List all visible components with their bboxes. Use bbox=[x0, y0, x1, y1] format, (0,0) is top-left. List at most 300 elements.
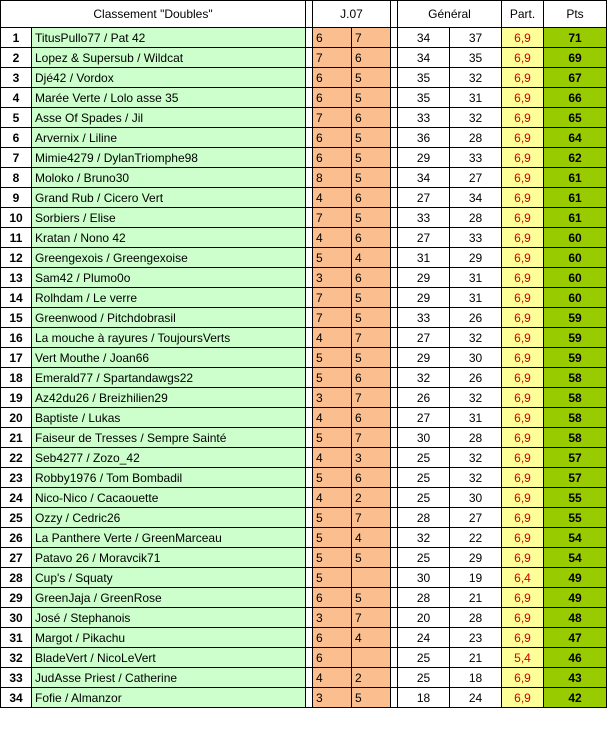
team-name-cell: Marée Verte / Lolo asse 35 bbox=[32, 88, 306, 108]
column-separator bbox=[306, 448, 313, 468]
team-name-cell: Seb4277 / Zozo_42 bbox=[32, 448, 306, 468]
column-separator bbox=[306, 588, 313, 608]
column-separator bbox=[306, 648, 313, 668]
general-score-1-cell: 36 bbox=[398, 128, 450, 148]
j07-score-1-cell: 4 bbox=[313, 328, 352, 348]
rank-cell: 24 bbox=[1, 488, 32, 508]
j07-score-2-cell: 5 bbox=[352, 168, 391, 188]
rank-cell: 33 bbox=[1, 668, 32, 688]
general-score-1-cell: 25 bbox=[398, 668, 450, 688]
j07-score-1-cell: 4 bbox=[313, 488, 352, 508]
j07-score-2-cell: 6 bbox=[352, 368, 391, 388]
column-separator bbox=[391, 128, 398, 148]
general-score-2-cell: 26 bbox=[450, 308, 502, 328]
participation-cell: 6,9 bbox=[502, 268, 544, 288]
general-score-2-cell: 33 bbox=[450, 148, 502, 168]
table-row bbox=[1, 208, 607, 228]
column-separator bbox=[306, 688, 313, 708]
team-name-cell: Lopez & Supersub / Wildcat bbox=[32, 48, 306, 68]
column-separator bbox=[306, 368, 313, 388]
column-separator bbox=[391, 88, 398, 108]
points-cell: 42 bbox=[544, 688, 607, 708]
table-row bbox=[1, 408, 607, 428]
j07-score-1-cell: 4 bbox=[313, 448, 352, 468]
j07-score-2-cell: 5 bbox=[352, 68, 391, 88]
column-separator bbox=[391, 248, 398, 268]
table-row bbox=[1, 148, 607, 168]
j07-score-1-cell: 4 bbox=[313, 408, 352, 428]
j07-score-1-cell: 7 bbox=[313, 108, 352, 128]
points-cell: 58 bbox=[544, 428, 607, 448]
j07-score-1-cell: 3 bbox=[313, 688, 352, 708]
column-separator bbox=[306, 28, 313, 48]
column-separator bbox=[306, 188, 313, 208]
participation-cell: 6,9 bbox=[502, 448, 544, 468]
j07-score-1-cell: 4 bbox=[313, 668, 352, 688]
j07-score-2-cell: 4 bbox=[352, 528, 391, 548]
table-row bbox=[1, 348, 607, 368]
j07-score-2-cell: 6 bbox=[352, 48, 391, 68]
general-score-2-cell: 35 bbox=[450, 48, 502, 68]
team-name-cell: La mouche à rayures / ToujoursVerts bbox=[32, 328, 306, 348]
column-separator bbox=[306, 68, 313, 88]
j07-score-2-cell: 6 bbox=[352, 268, 391, 288]
points-cell: 61 bbox=[544, 188, 607, 208]
participation-cell: 6,9 bbox=[502, 368, 544, 388]
general-score-2-cell: 27 bbox=[450, 168, 502, 188]
general-score-1-cell: 29 bbox=[398, 268, 450, 288]
j07-score-2-cell: 6 bbox=[352, 408, 391, 428]
general-score-1-cell: 28 bbox=[398, 588, 450, 608]
participation-cell: 6,9 bbox=[502, 488, 544, 508]
participation-cell: 6,9 bbox=[502, 548, 544, 568]
general-score-2-cell: 27 bbox=[450, 508, 502, 528]
column-separator bbox=[306, 408, 313, 428]
participation-cell: 6,9 bbox=[502, 528, 544, 548]
team-name-cell: Vert Mouthe / Joan66 bbox=[32, 348, 306, 368]
column-separator bbox=[391, 408, 398, 428]
column-separator bbox=[306, 88, 313, 108]
general-score-2-cell: 26 bbox=[450, 368, 502, 388]
table-row bbox=[1, 228, 607, 248]
j07-score-1-cell: 3 bbox=[313, 608, 352, 628]
j07-score-1-cell: 6 bbox=[313, 28, 352, 48]
rank-cell: 34 bbox=[1, 688, 32, 708]
points-cell: 61 bbox=[544, 168, 607, 188]
points-cell: 71 bbox=[544, 28, 607, 48]
table-row bbox=[1, 588, 607, 608]
general-score-1-cell: 25 bbox=[398, 648, 450, 668]
rank-cell: 20 bbox=[1, 408, 32, 428]
column-separator bbox=[391, 1, 398, 28]
points-cell: 62 bbox=[544, 148, 607, 168]
column-separator bbox=[306, 128, 313, 148]
column-separator bbox=[306, 548, 313, 568]
team-name-cell: Rolhdam / Le verre bbox=[32, 288, 306, 308]
rank-cell: 8 bbox=[1, 168, 32, 188]
j07-score-2-cell: 7 bbox=[352, 388, 391, 408]
standings-body bbox=[1, 28, 607, 708]
j07-score-2-cell: 6 bbox=[352, 228, 391, 248]
general-score-1-cell: 29 bbox=[398, 148, 450, 168]
j07-score-1-cell: 8 bbox=[313, 168, 352, 188]
table-row bbox=[1, 308, 607, 328]
participation-cell: 6,9 bbox=[502, 128, 544, 148]
general-score-1-cell: 32 bbox=[398, 528, 450, 548]
general-score-2-cell: 34 bbox=[450, 188, 502, 208]
column-separator bbox=[306, 308, 313, 328]
table-row bbox=[1, 648, 607, 668]
rank-cell: 2 bbox=[1, 48, 32, 68]
j07-score-2-cell: 5 bbox=[352, 208, 391, 228]
team-name-cell: JudAsse Priest / Catherine bbox=[32, 668, 306, 688]
column-separator bbox=[391, 608, 398, 628]
participation-cell: 6,9 bbox=[502, 308, 544, 328]
rank-cell: 5 bbox=[1, 108, 32, 128]
general-score-2-cell: 30 bbox=[450, 488, 502, 508]
j07-score-1-cell: 5 bbox=[313, 348, 352, 368]
column-separator bbox=[391, 108, 398, 128]
general-score-2-cell: 23 bbox=[450, 628, 502, 648]
table-row bbox=[1, 328, 607, 348]
points-cell: 43 bbox=[544, 668, 607, 688]
table-title: Classement "Doubles" bbox=[1, 1, 306, 28]
general-score-1-cell: 18 bbox=[398, 688, 450, 708]
participation-cell: 6,9 bbox=[502, 508, 544, 528]
column-separator bbox=[391, 168, 398, 188]
participation-cell: 6,4 bbox=[502, 568, 544, 588]
general-header: Général bbox=[398, 1, 502, 28]
points-cell: 46 bbox=[544, 648, 607, 668]
general-score-1-cell: 34 bbox=[398, 48, 450, 68]
j07-score-2-cell: 4 bbox=[352, 628, 391, 648]
rank-cell: 13 bbox=[1, 268, 32, 288]
team-name-cell: Grand Rub / Cicero Vert bbox=[32, 188, 306, 208]
j07-score-1-cell: 3 bbox=[313, 388, 352, 408]
j07-score-1-cell: 6 bbox=[313, 648, 352, 668]
rank-cell: 22 bbox=[1, 448, 32, 468]
participation-cell: 6,9 bbox=[502, 408, 544, 428]
table-row bbox=[1, 68, 607, 88]
general-score-2-cell: 33 bbox=[450, 228, 502, 248]
table-row bbox=[1, 48, 607, 68]
column-separator bbox=[391, 568, 398, 588]
table-row bbox=[1, 28, 607, 48]
general-score-2-cell: 28 bbox=[450, 608, 502, 628]
general-score-2-cell: 31 bbox=[450, 268, 502, 288]
general-score-2-cell: 28 bbox=[450, 208, 502, 228]
column-separator bbox=[306, 1, 313, 28]
points-cell: 55 bbox=[544, 488, 607, 508]
j07-score-2-cell: 7 bbox=[352, 608, 391, 628]
column-separator bbox=[391, 328, 398, 348]
general-score-2-cell: 29 bbox=[450, 248, 502, 268]
table-row bbox=[1, 548, 607, 568]
column-separator bbox=[391, 588, 398, 608]
general-score-1-cell: 25 bbox=[398, 468, 450, 488]
general-score-2-cell: 22 bbox=[450, 528, 502, 548]
rank-cell: 15 bbox=[1, 308, 32, 328]
column-separator bbox=[306, 208, 313, 228]
rank-cell: 32 bbox=[1, 648, 32, 668]
points-cell: 59 bbox=[544, 348, 607, 368]
points-cell: 60 bbox=[544, 248, 607, 268]
j07-score-1-cell: 6 bbox=[313, 128, 352, 148]
column-separator bbox=[306, 328, 313, 348]
column-separator bbox=[306, 388, 313, 408]
rank-cell: 18 bbox=[1, 368, 32, 388]
j07-score-2-cell: 5 bbox=[352, 688, 391, 708]
rank-cell: 19 bbox=[1, 388, 32, 408]
general-score-2-cell: 31 bbox=[450, 288, 502, 308]
participation-cell: 6,9 bbox=[502, 668, 544, 688]
table-row bbox=[1, 628, 607, 648]
general-score-1-cell: 30 bbox=[398, 428, 450, 448]
table-row bbox=[1, 688, 607, 708]
j07-score-2-cell: 3 bbox=[352, 448, 391, 468]
rank-cell: 6 bbox=[1, 128, 32, 148]
column-separator bbox=[391, 688, 398, 708]
team-name-cell: Margot / Pikachu bbox=[32, 628, 306, 648]
rank-cell: 7 bbox=[1, 148, 32, 168]
table-row bbox=[1, 528, 607, 548]
column-separator bbox=[391, 508, 398, 528]
j07-score-2-cell: 5 bbox=[352, 148, 391, 168]
participation-cell: 6,9 bbox=[502, 28, 544, 48]
general-score-2-cell: 24 bbox=[450, 688, 502, 708]
general-score-1-cell: 25 bbox=[398, 548, 450, 568]
j07-score-2-cell: 7 bbox=[352, 28, 391, 48]
team-name-cell: Asse Of Spades / Jil bbox=[32, 108, 306, 128]
j07-score-2-cell: 7 bbox=[352, 508, 391, 528]
column-separator bbox=[391, 48, 398, 68]
j07-score-2-cell bbox=[352, 568, 391, 588]
rank-cell: 29 bbox=[1, 588, 32, 608]
general-score-2-cell: 32 bbox=[450, 448, 502, 468]
general-score-2-cell: 32 bbox=[450, 468, 502, 488]
rank-cell: 16 bbox=[1, 328, 32, 348]
team-name-cell: BladeVert / NicoLeVert bbox=[32, 648, 306, 668]
participation-cell: 6,9 bbox=[502, 588, 544, 608]
team-name-cell: Djé42 / Vordox bbox=[32, 68, 306, 88]
column-separator bbox=[391, 268, 398, 288]
general-score-1-cell: 26 bbox=[398, 388, 450, 408]
points-cell: 69 bbox=[544, 48, 607, 68]
general-score-2-cell: 18 bbox=[450, 668, 502, 688]
rank-cell: 9 bbox=[1, 188, 32, 208]
general-score-1-cell: 27 bbox=[398, 408, 450, 428]
table-row bbox=[1, 508, 607, 528]
j07-score-1-cell: 3 bbox=[313, 268, 352, 288]
column-separator bbox=[391, 208, 398, 228]
j07-score-1-cell: 7 bbox=[313, 308, 352, 328]
column-separator bbox=[391, 648, 398, 668]
j07-score-1-cell: 6 bbox=[313, 628, 352, 648]
general-score-2-cell: 37 bbox=[450, 28, 502, 48]
general-score-2-cell: 21 bbox=[450, 648, 502, 668]
j07-score-2-cell: 5 bbox=[352, 348, 391, 368]
points-cell: 49 bbox=[544, 588, 607, 608]
general-score-1-cell: 35 bbox=[398, 68, 450, 88]
rank-cell: 26 bbox=[1, 528, 32, 548]
table-row bbox=[1, 88, 607, 108]
rank-cell: 28 bbox=[1, 568, 32, 588]
points-cell: 49 bbox=[544, 568, 607, 588]
column-separator bbox=[391, 488, 398, 508]
table-row bbox=[1, 468, 607, 488]
j07-score-2-cell: 4 bbox=[352, 248, 391, 268]
table-row bbox=[1, 288, 607, 308]
general-score-1-cell: 34 bbox=[398, 28, 450, 48]
column-separator bbox=[391, 228, 398, 248]
rank-cell: 27 bbox=[1, 548, 32, 568]
general-score-1-cell: 20 bbox=[398, 608, 450, 628]
rank-cell: 30 bbox=[1, 608, 32, 628]
j07-score-1-cell: 4 bbox=[313, 228, 352, 248]
j07-score-1-cell: 5 bbox=[313, 568, 352, 588]
team-name-cell: Kratan / Nono 42 bbox=[32, 228, 306, 248]
j07-header: J.07 bbox=[313, 1, 391, 28]
rank-cell: 4 bbox=[1, 88, 32, 108]
participation-cell: 6,9 bbox=[502, 468, 544, 488]
general-score-1-cell: 33 bbox=[398, 208, 450, 228]
points-cell: 58 bbox=[544, 368, 607, 388]
j07-score-2-cell: 7 bbox=[352, 428, 391, 448]
table-row bbox=[1, 488, 607, 508]
header-row bbox=[1, 1, 607, 28]
table-row bbox=[1, 128, 607, 148]
points-cell: 57 bbox=[544, 468, 607, 488]
participation-cell: 6,9 bbox=[502, 248, 544, 268]
general-score-1-cell: 33 bbox=[398, 308, 450, 328]
points-cell: 48 bbox=[544, 608, 607, 628]
team-name-cell: Emerald77 / Spartandawgs22 bbox=[32, 368, 306, 388]
general-score-2-cell: 32 bbox=[450, 108, 502, 128]
general-score-2-cell: 30 bbox=[450, 348, 502, 368]
team-name-cell: Cup's / Squaty bbox=[32, 568, 306, 588]
general-score-2-cell: 28 bbox=[450, 428, 502, 448]
j07-score-2-cell: 2 bbox=[352, 488, 391, 508]
general-score-1-cell: 32 bbox=[398, 368, 450, 388]
general-score-1-cell: 24 bbox=[398, 628, 450, 648]
column-separator bbox=[391, 428, 398, 448]
participation-cell: 6,9 bbox=[502, 108, 544, 128]
general-score-2-cell: 31 bbox=[450, 408, 502, 428]
column-separator bbox=[306, 468, 313, 488]
table-row bbox=[1, 188, 607, 208]
column-separator bbox=[391, 188, 398, 208]
j07-score-2-cell: 7 bbox=[352, 328, 391, 348]
j07-score-1-cell: 5 bbox=[313, 528, 352, 548]
rank-cell: 1 bbox=[1, 28, 32, 48]
column-separator bbox=[306, 528, 313, 548]
column-separator bbox=[306, 48, 313, 68]
participation-cell: 6,9 bbox=[502, 628, 544, 648]
participation-cell: 6,9 bbox=[502, 428, 544, 448]
team-name-cell: Arvernix / Liline bbox=[32, 128, 306, 148]
general-score-1-cell: 30 bbox=[398, 568, 450, 588]
participation-cell: 6,9 bbox=[502, 328, 544, 348]
team-name-cell: TitusPullo77 / Pat 42 bbox=[32, 28, 306, 48]
column-separator bbox=[306, 428, 313, 448]
j07-score-1-cell: 6 bbox=[313, 588, 352, 608]
column-separator bbox=[306, 488, 313, 508]
general-score-1-cell: 35 bbox=[398, 88, 450, 108]
j07-score-2-cell: 5 bbox=[352, 548, 391, 568]
column-separator bbox=[391, 348, 398, 368]
participation-cell: 6,9 bbox=[502, 208, 544, 228]
points-cell: 58 bbox=[544, 388, 607, 408]
j07-score-1-cell: 7 bbox=[313, 288, 352, 308]
participation-cell: 6,9 bbox=[502, 68, 544, 88]
participation-cell: 6,9 bbox=[502, 608, 544, 628]
rank-cell: 11 bbox=[1, 228, 32, 248]
team-name-cell: Az42du26 / Breizhilien29 bbox=[32, 388, 306, 408]
general-score-2-cell: 32 bbox=[450, 328, 502, 348]
general-score-2-cell: 31 bbox=[450, 88, 502, 108]
column-separator bbox=[391, 368, 398, 388]
column-separator bbox=[391, 448, 398, 468]
rank-cell: 12 bbox=[1, 248, 32, 268]
j07-score-1-cell: 5 bbox=[313, 368, 352, 388]
general-score-1-cell: 27 bbox=[398, 188, 450, 208]
points-cell: 47 bbox=[544, 628, 607, 648]
participation-cell: 6,9 bbox=[502, 148, 544, 168]
points-cell: 59 bbox=[544, 328, 607, 348]
points-cell: 60 bbox=[544, 268, 607, 288]
table-row bbox=[1, 668, 607, 688]
rank-cell: 31 bbox=[1, 628, 32, 648]
column-separator bbox=[306, 228, 313, 248]
general-score-1-cell: 31 bbox=[398, 248, 450, 268]
rank-cell: 25 bbox=[1, 508, 32, 528]
general-score-1-cell: 25 bbox=[398, 488, 450, 508]
team-name-cell: Nico-Nico / Cacaouette bbox=[32, 488, 306, 508]
rank-cell: 21 bbox=[1, 428, 32, 448]
participation-cell: 6,9 bbox=[502, 228, 544, 248]
general-score-2-cell: 19 bbox=[450, 568, 502, 588]
general-score-2-cell: 29 bbox=[450, 548, 502, 568]
team-name-cell: La Panthere Verte / GreenMarceau bbox=[32, 528, 306, 548]
participation-cell: 6,9 bbox=[502, 348, 544, 368]
table-row bbox=[1, 248, 607, 268]
j07-score-2-cell: 5 bbox=[352, 308, 391, 328]
rank-cell: 14 bbox=[1, 288, 32, 308]
general-score-1-cell: 34 bbox=[398, 168, 450, 188]
j07-score-1-cell: 7 bbox=[313, 208, 352, 228]
points-cell: 65 bbox=[544, 108, 607, 128]
general-score-1-cell: 25 bbox=[398, 448, 450, 468]
column-separator bbox=[306, 508, 313, 528]
column-separator bbox=[306, 288, 313, 308]
rank-cell: 17 bbox=[1, 348, 32, 368]
j07-score-2-cell: 2 bbox=[352, 668, 391, 688]
team-name-cell: Sam42 / Plumo0o bbox=[32, 268, 306, 288]
team-name-cell: Greenwood / Pitchdobrasil bbox=[32, 308, 306, 328]
column-separator bbox=[391, 148, 398, 168]
team-name-cell: Robby1976 / Tom Bombadil bbox=[32, 468, 306, 488]
points-cell: 54 bbox=[544, 548, 607, 568]
table-row bbox=[1, 448, 607, 468]
table-row bbox=[1, 108, 607, 128]
column-separator bbox=[391, 468, 398, 488]
points-cell: 61 bbox=[544, 208, 607, 228]
j07-score-1-cell: 5 bbox=[313, 548, 352, 568]
j07-score-2-cell: 5 bbox=[352, 588, 391, 608]
column-separator bbox=[306, 108, 313, 128]
j07-score-2-cell bbox=[352, 648, 391, 668]
column-separator bbox=[391, 308, 398, 328]
